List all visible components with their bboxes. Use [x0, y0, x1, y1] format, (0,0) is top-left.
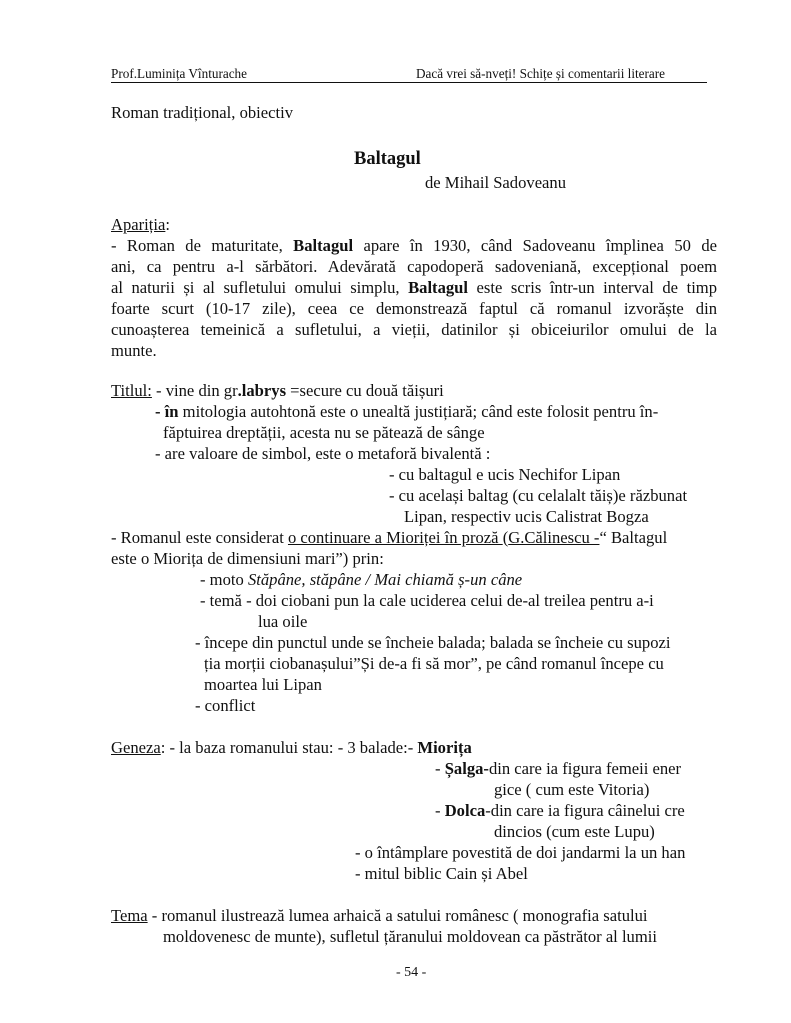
- titlul-line-2: - în mitologia autohtonă este o unealtă justițiară; când este folosit pentru în-: [155, 402, 659, 421]
- titlul-line-15: moartea lui Lipan: [204, 675, 322, 694]
- titlul-line-13: - începe din punctul unde se încheie balada; balada se încheie cu supozi: [195, 633, 671, 652]
- titlul-line-12: lua oile: [258, 612, 308, 631]
- geneza-line-7: - mitul biblic Cain și Abel: [355, 864, 528, 883]
- section-heading-geneza: Geneza: [111, 738, 161, 757]
- titlul-line-11: - temă - doi ciobani pun la cale uciderea celui de-al treilea pentru a-i: [200, 591, 654, 610]
- geneza-line-6: - o întâmplare povestită de doi jandarmi la un han: [355, 843, 686, 862]
- aparitia-line-3: al naturii și al sufletului omului simplu, Baltagul este scris într-un interval de timp: [111, 278, 718, 297]
- tema-line-1: Tema - romanul ilustrează lumea arhaică a satului românesc ( monografia satului: [111, 906, 648, 925]
- page-number: - 54 -: [396, 965, 427, 980]
- tema-line-2: moldovenesc de munte), sufletul țăranului moldovean ca păstrător al lumii: [163, 927, 657, 946]
- header-book-title: Dacă vrei să-nveți! Schițe și comentarii literare: [416, 66, 665, 81]
- section-heading-tema: Tema: [111, 906, 148, 925]
- geneza-line-1: Geneza: - la baza romanului stau: - 3 balade:- Miorița: [111, 738, 472, 757]
- geneza-line-3: gice ( cum este Vitoria): [494, 780, 650, 799]
- genre-line: Roman tradițional, obiectiv: [111, 103, 294, 122]
- byline: de Mihail Sadoveanu: [425, 173, 567, 192]
- aparitia-line-4: foarte scurt (10-17 zile), ceea ce demonstrează faptul că romanul izvorăște din: [111, 299, 717, 318]
- aparitia-line-1: - Roman de maturitate, Baltagul apare în 1930, când Sadoveanu împlinea 50 de: [111, 236, 717, 255]
- titlul-line-16: - conflict: [195, 696, 256, 715]
- header-author: Prof.Luminița Vînturache: [111, 66, 247, 81]
- titlul-line-1: Titlul: - vine din gr.labrys =secure cu două tăișuri: [111, 381, 444, 400]
- section-heading-titlul: Titlul:: [111, 381, 152, 400]
- titlul-line-10: - moto Stăpâne, stăpâne / Mai chiamă ș-un câne: [200, 570, 523, 589]
- titlul-line-8: - Romanul este considerat o continuare a Mioriței în proză (G.Călinescu -“ Baltagul: [111, 528, 668, 547]
- geneza-line-4: - Dolca-din care ia figura câinelui cre: [435, 801, 685, 820]
- titlul-line-3: făptuirea dreptății, acesta nu se pătează de sânge: [163, 423, 485, 442]
- titlul-line-9: este o Miorița de dimensiuni mari”) prin:: [111, 549, 384, 568]
- geneza-line-5: dincios (cum este Lupu): [494, 822, 655, 841]
- titlul-line-5: - cu baltagul e ucis Nechifor Lipan: [389, 465, 621, 484]
- titlul-line-7: Lipan, respectiv ucis Calistrat Bogza: [404, 507, 649, 526]
- page-title: Baltagul: [354, 149, 421, 169]
- section-heading-aparitia: Apariția:: [111, 215, 170, 234]
- aparitia-paragraph: [111, 235, 717, 361]
- header-rule: [111, 82, 707, 83]
- titlul-line-4: - are valoare de simbol, este o metaforă bivalentă :: [155, 444, 491, 463]
- aparitia-line-6: munte.: [111, 341, 157, 360]
- geneza-line-2: - Șalga-din care ia figura femeii ener: [435, 759, 682, 778]
- titlul-line-6: - cu același baltag (cu celalalt tăiș)e răzbunat: [389, 486, 688, 505]
- aparitia-line-2: ani, ca pentru a-l sărbători. Adevărată capodoperă sadoveniană, excepțional poem: [111, 257, 717, 276]
- titlul-line-14: ția morții ciobanașului”Și de-a fi să mor”, pe când romanul începe cu: [204, 654, 664, 673]
- aparitia-line-5: cunoașterea temeinică a sufletului, a vieții, datinilor și obiceiurilor omului de la: [111, 320, 717, 339]
